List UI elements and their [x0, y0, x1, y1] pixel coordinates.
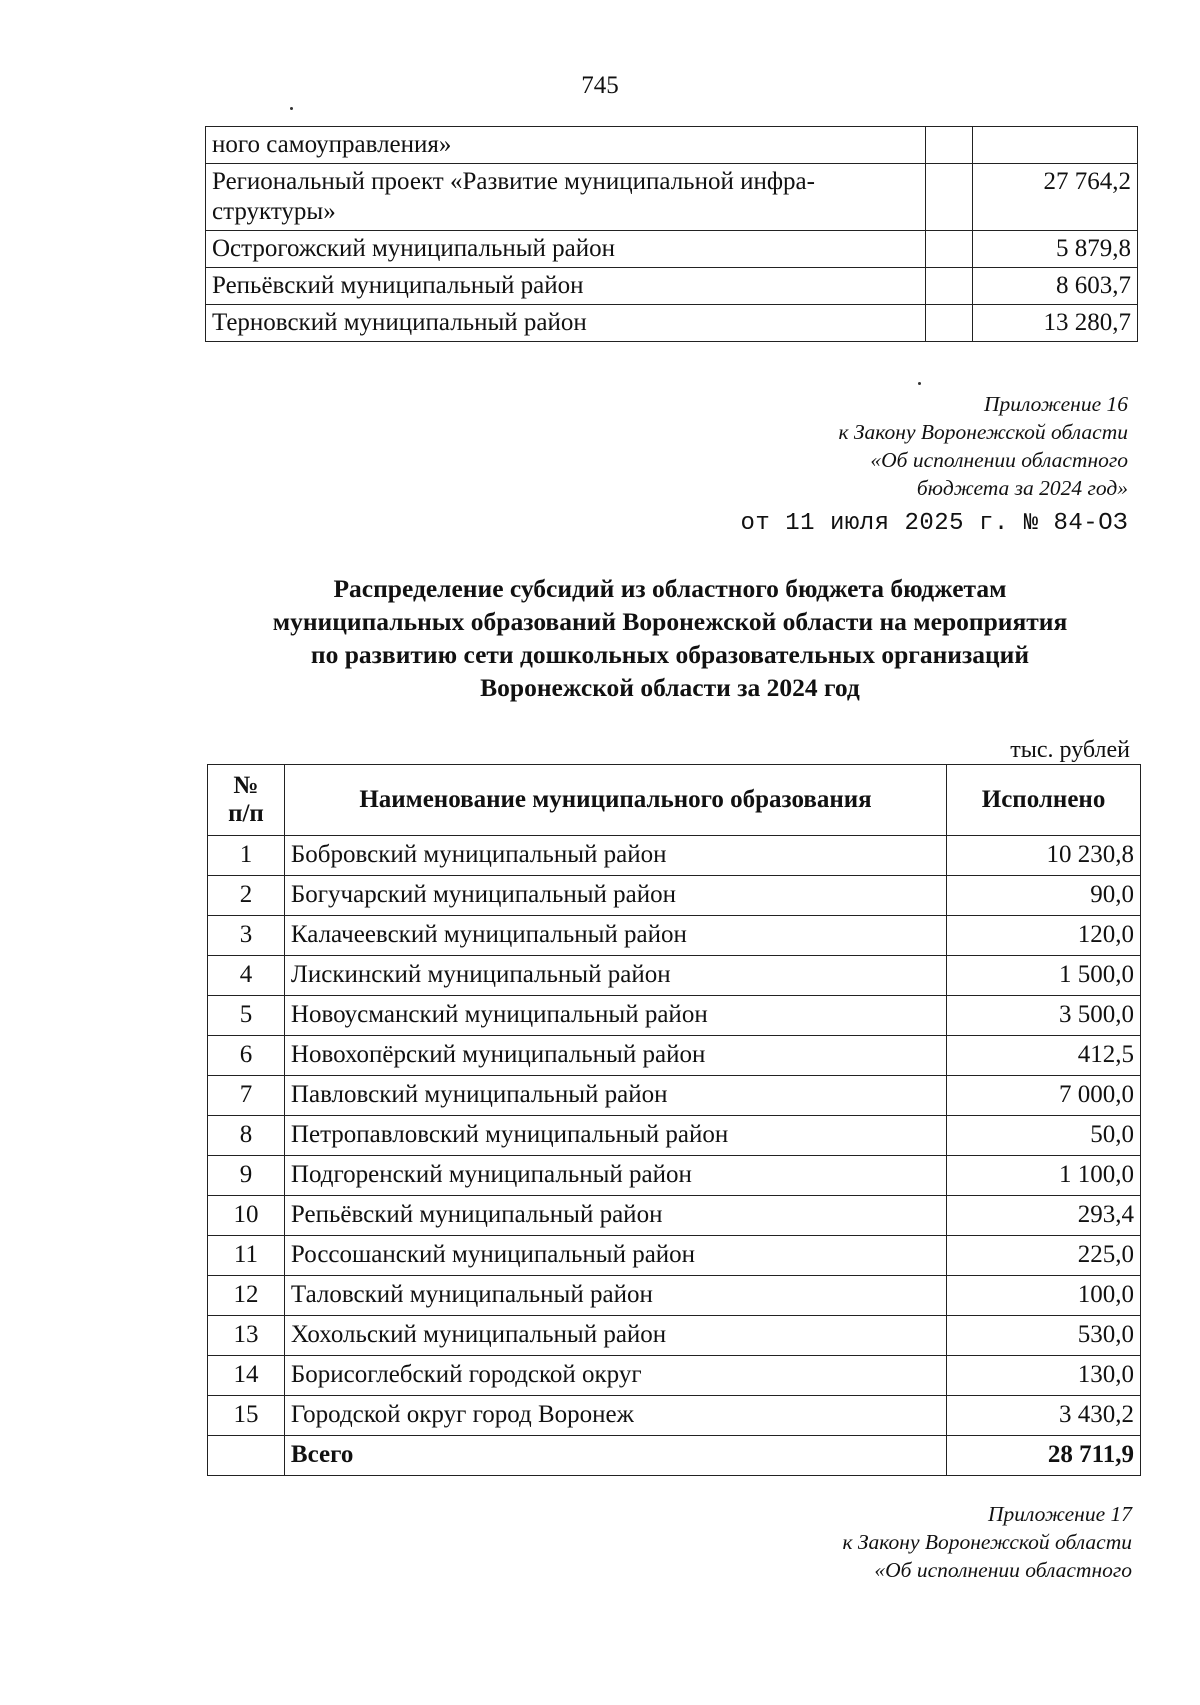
row-number: 10	[208, 1196, 285, 1236]
scan-speck	[918, 382, 921, 385]
row-number: 4	[208, 956, 285, 996]
row-name: Богучарский муниципальный район	[284, 876, 946, 916]
row-mid	[926, 164, 973, 231]
row-value: 10 230,8	[947, 836, 1141, 876]
row-name: Региональный проект «Развитие муниципальной инфра-структуры»	[206, 164, 926, 231]
row-name: ного самоуправления»	[206, 127, 926, 164]
total-label: Всего	[284, 1436, 946, 1476]
row-number: 9	[208, 1156, 285, 1196]
appendix-line: «Об исполнении областного	[874, 1558, 1132, 1582]
table-row	[208, 1396, 1141, 1436]
table-row	[208, 1156, 1141, 1196]
row-number: 14	[208, 1356, 285, 1396]
row-name: Петропавловский муниципальный район	[284, 1116, 946, 1156]
row-value: 5 879,8	[973, 231, 1138, 268]
total-number	[208, 1436, 285, 1476]
law-date-number: от 11 июля 2025 г. № 84-ОЗ	[740, 510, 1128, 537]
row-value: 13 280,7	[973, 305, 1138, 342]
row-name: Новохопёрский муниципальный район	[284, 1036, 946, 1076]
unit-label: тыс. рублей	[1010, 737, 1130, 763]
row-value: 7 000,0	[947, 1076, 1141, 1116]
table-row	[206, 127, 1138, 164]
row-number: 13	[208, 1316, 285, 1356]
table-row	[206, 231, 1138, 268]
row-value: 50,0	[947, 1116, 1141, 1156]
header-line: п/п	[228, 800, 264, 827]
table-row	[208, 916, 1141, 956]
row-value	[973, 127, 1138, 164]
appendix-16-header	[838, 390, 1128, 502]
row-name: Хохольский муниципальный район	[284, 1316, 946, 1356]
row-value: 1 500,0	[947, 956, 1141, 996]
table-row	[208, 956, 1141, 996]
row-number: 12	[208, 1276, 285, 1316]
table-row	[208, 996, 1141, 1036]
title-line: Воронежской области за 2024 год	[480, 673, 860, 702]
row-number: 5	[208, 996, 285, 1036]
row-name: Борисоглебский городской округ	[284, 1356, 946, 1396]
title-line: по развитию сети дошкольных образовательных организаций	[310, 640, 1030, 669]
row-mid	[926, 127, 973, 164]
appendix-line: Приложение 16	[984, 392, 1128, 416]
row-name: Павловский муниципальный район	[284, 1076, 946, 1116]
table-row	[206, 268, 1138, 305]
subsidies-table	[207, 764, 1141, 1476]
row-name: Россошанский муниципальный район	[284, 1236, 946, 1276]
row-name: Городской округ город Воронеж	[284, 1396, 946, 1436]
table-row	[208, 836, 1141, 876]
appendix-line: бюджета за 2024 год»	[916, 476, 1128, 500]
row-name: Подгоренский муниципальный район	[284, 1156, 946, 1196]
table-row	[208, 1116, 1141, 1156]
column-header-name: Наименование муниципального образования	[284, 765, 946, 836]
row-number: 15	[208, 1396, 285, 1436]
table-row	[208, 1036, 1141, 1076]
table-row	[208, 1316, 1141, 1356]
total-value: 28 711,9	[947, 1436, 1141, 1476]
row-number: 7	[208, 1076, 285, 1116]
row-value: 3 430,2	[947, 1396, 1141, 1436]
title-line: Распределение субсидий из областного бюджета бюджетам	[333, 574, 1007, 603]
row-mid	[926, 305, 973, 342]
row-name: Репьёвский муниципальный район	[206, 268, 926, 305]
page-number: 745	[581, 72, 619, 99]
row-value: 27 764,2	[973, 164, 1138, 231]
row-value: 293,4	[947, 1196, 1141, 1236]
table-row	[208, 1196, 1141, 1236]
row-mid	[926, 268, 973, 305]
row-number: 3	[208, 916, 285, 956]
row-number: 2	[208, 876, 285, 916]
row-value: 530,0	[947, 1316, 1141, 1356]
row-name: Терновский муниципальный район	[206, 305, 926, 342]
column-header-number	[208, 765, 285, 836]
row-value: 1 100,0	[947, 1156, 1141, 1196]
column-header-value: Исполнено	[947, 765, 1141, 836]
row-number: 6	[208, 1036, 285, 1076]
table-row	[208, 1076, 1141, 1116]
appendix-line: к Закону Воронежской области	[838, 420, 1128, 444]
total-row	[208, 1436, 1141, 1476]
table-row	[206, 305, 1138, 342]
table-row	[208, 1356, 1141, 1396]
row-value: 225,0	[947, 1236, 1141, 1276]
table-row	[208, 1236, 1141, 1276]
appendix-line: к Закону Воронежской области	[842, 1530, 1132, 1554]
header-line: №	[233, 772, 259, 799]
appendix-17-header	[842, 1500, 1132, 1584]
appendix-line: «Об исполнении областного	[870, 448, 1128, 472]
row-value: 90,0	[947, 876, 1141, 916]
row-mid	[926, 231, 973, 268]
row-value: 3 500,0	[947, 996, 1141, 1036]
title-line: муниципальных образований Воронежской области на мероприятия	[272, 607, 1068, 636]
row-name: Новоусманский муниципальный район	[284, 996, 946, 1036]
row-name: Лискинский муниципальный район	[284, 956, 946, 996]
row-name: Острогожский муниципальный район	[206, 231, 926, 268]
row-name: Калачеевский муниципальный район	[284, 916, 946, 956]
row-value: 130,0	[947, 1356, 1141, 1396]
table-header-row	[208, 765, 1141, 836]
row-number: 8	[208, 1116, 285, 1156]
row-number: 1	[208, 836, 285, 876]
scan-speck	[290, 107, 293, 110]
row-value: 100,0	[947, 1276, 1141, 1316]
row-name: Репьёвский муниципальный район	[284, 1196, 946, 1236]
appendix-line: Приложение 17	[988, 1502, 1132, 1526]
row-value: 120,0	[947, 916, 1141, 956]
row-name: Бобровский муниципальный район	[284, 836, 946, 876]
table-row	[208, 876, 1141, 916]
row-number: 11	[208, 1236, 285, 1276]
table-row	[208, 1276, 1141, 1316]
document-title	[0, 572, 1200, 704]
row-value: 412,5	[947, 1036, 1141, 1076]
row-value: 8 603,7	[973, 268, 1138, 305]
table-row	[206, 164, 1138, 231]
continued-table	[205, 126, 1138, 342]
row-name: Таловский муниципальный район	[284, 1276, 946, 1316]
